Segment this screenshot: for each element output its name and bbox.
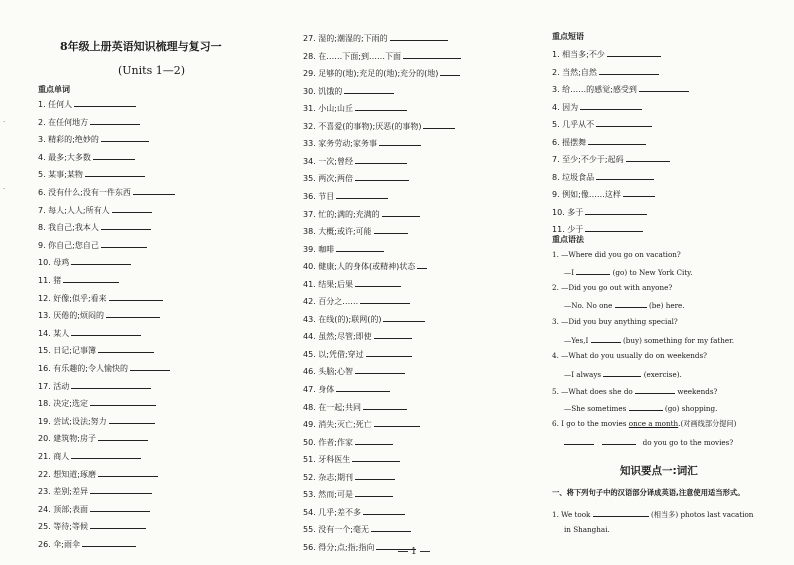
list-item (303, 66, 460, 78)
grammar-q6-line2 (564, 436, 733, 448)
list-item (303, 242, 384, 254)
list-item (38, 203, 152, 215)
answer-blank[interactable] (417, 259, 427, 269)
item-label: 22. 想知道;琢磨 (38, 469, 96, 479)
answer-blank[interactable] (82, 537, 136, 547)
answer-blank[interactable] (133, 185, 175, 195)
item-label: 25. 等待;等候 (38, 522, 88, 532)
page-subtitle: (Units 1—2) (118, 64, 186, 77)
grammar-q4: 4. —What do you usually do on weekends? (552, 351, 707, 360)
list-item (552, 170, 654, 182)
grammar-a5-prefix: —She sometimes (564, 404, 627, 413)
list-item (38, 291, 163, 303)
list-item (38, 255, 131, 267)
page-number-value: 1 (411, 547, 417, 557)
item-label: 17. 活动 (38, 381, 70, 391)
answer-blank[interactable] (423, 119, 455, 129)
grammar-a2-hint: (be) here. (648, 301, 685, 310)
answer-blank[interactable] (85, 167, 145, 177)
answer-blank[interactable] (336, 242, 384, 252)
answer-blank[interactable] (382, 207, 420, 217)
answer-blank[interactable] (360, 294, 410, 304)
item-label: 35. 两次;两倍 (303, 174, 353, 184)
page-title: 8年级上册英语知识梳理与复习一 (60, 40, 222, 53)
grammar-q2: 2. —Did you go out with anyone? (552, 283, 673, 292)
list-item (38, 326, 141, 338)
answer-blank[interactable] (355, 277, 401, 287)
item-label: 54. 几乎;差不多 (303, 507, 361, 517)
answer-blank[interactable] (603, 368, 641, 377)
answer-blank[interactable] (371, 522, 411, 532)
answer-blank[interactable] (355, 101, 407, 111)
item-label: 4. 因为 (552, 102, 579, 112)
grammar-q1: 1. —Where did you go on vacation? (552, 250, 681, 259)
item-label: 53. 然而;可是 (303, 490, 353, 500)
answer-blank[interactable] (623, 187, 655, 197)
list-item (303, 207, 420, 219)
answer-blank[interactable] (101, 238, 147, 248)
list-item (38, 537, 136, 549)
item-label: 52. 杂志;期刊 (303, 472, 353, 482)
item-label: 43. 在线(的);联网(的) (303, 314, 382, 324)
item-label: 10. 多于 (552, 207, 584, 217)
answer-blank[interactable] (355, 364, 405, 374)
list-item (303, 154, 407, 166)
exercise-1-line2: in Shanghai. (564, 525, 610, 534)
item-label: 8. 我自己;我本人 (38, 223, 99, 233)
item-label: 5. 几乎从不 (552, 120, 595, 129)
section-heading-grammar: 重点语法 (552, 235, 584, 244)
item-label: 21. 商人 (38, 452, 70, 461)
answer-blank[interactable] (355, 154, 407, 164)
list-item (303, 452, 400, 464)
grammar-a3-prefix: —Yes,I (564, 336, 589, 345)
grammar-a1-prefix: —I (564, 268, 575, 277)
answer-blank[interactable] (585, 222, 643, 232)
answer-blank[interactable] (440, 66, 460, 76)
exercise-1-prefix: 1. We took (552, 510, 591, 519)
list-item (38, 308, 160, 320)
item-label: 3. 精彩的;绝妙的 (38, 135, 99, 145)
item-label: 1. 相当多;不少 (552, 50, 605, 59)
grammar-q5-prefix: 5. —What does she do (552, 387, 633, 396)
answer-blank[interactable] (90, 502, 150, 512)
answer-blank[interactable] (379, 136, 421, 146)
list-item (552, 135, 646, 147)
answer-blank[interactable] (599, 65, 659, 75)
list-item (303, 189, 388, 201)
answer-blank[interactable] (635, 385, 675, 394)
item-label: 51. 牙科医生 (303, 455, 351, 465)
list-item (38, 379, 151, 391)
margin-mark: · (3, 118, 6, 126)
grammar-q5-suffix: weekends? (677, 387, 718, 396)
list-item (303, 329, 412, 341)
list-item (38, 238, 147, 250)
list-item (303, 400, 407, 412)
item-label: 6. 摇摆舞 (552, 137, 587, 147)
answer-blank[interactable] (90, 519, 146, 529)
list-item (552, 117, 652, 129)
answer-blank[interactable] (355, 435, 393, 445)
answer-blank[interactable] (71, 379, 151, 389)
answer-blank[interactable] (90, 484, 152, 494)
answer-blank[interactable] (130, 361, 170, 371)
list-item (38, 167, 145, 179)
answer-blank[interactable] (109, 291, 163, 301)
answer-blank[interactable] (355, 487, 393, 497)
list-item (38, 449, 141, 461)
grammar-a4-prefix: —I always (564, 370, 602, 379)
item-label: 13. 厌倦的;烦闷的 (38, 311, 104, 321)
answer-blank[interactable] (98, 467, 158, 477)
list-item (303, 382, 390, 394)
answer-blank[interactable] (629, 402, 663, 411)
answer-blank[interactable] (639, 82, 689, 92)
item-label: 48. 在一起;共同 (303, 402, 361, 412)
answer-blank[interactable] (383, 312, 425, 322)
answer-blank[interactable] (90, 115, 140, 125)
grammar-q5 (552, 385, 717, 397)
list-item (303, 487, 393, 499)
item-label: 47. 身体 (303, 385, 335, 394)
item-label: 1. 任何人 (38, 100, 73, 109)
item-label: 7. 每人;人人;所有人 (38, 205, 110, 215)
grammar-a4 (564, 368, 682, 380)
answer-blank[interactable] (363, 400, 407, 410)
item-label: 29. 足够的(地);充足的(地);充分的(地) (303, 69, 439, 79)
list-item (303, 347, 412, 359)
grammar-a3 (564, 334, 734, 346)
section-heading-phrases: 重点短语 (552, 32, 584, 41)
item-label: 10. 母鸡 (38, 258, 70, 268)
page-number (395, 547, 433, 557)
list-item (38, 414, 155, 426)
item-label: 23. 差别;差异 (38, 487, 88, 497)
section-title-vocab: 知识要点一:词汇 (620, 465, 698, 477)
item-label: 2. 在任何地方 (38, 117, 89, 127)
item-label: 37. 忙的;满的;充满的 (303, 209, 380, 219)
item-label: 11. 少于 (552, 225, 584, 234)
answer-blank[interactable] (74, 97, 136, 107)
list-item (303, 470, 395, 482)
item-label: 50. 作者;作家 (303, 437, 353, 447)
answer-blank[interactable] (98, 431, 148, 441)
grammar-a2-prefix: —No. No one (564, 301, 613, 310)
item-label: 30. 饥饿的 (303, 86, 343, 96)
list-item (38, 502, 150, 514)
item-label: 18. 决定;选定 (38, 399, 88, 409)
answer-blank[interactable] (591, 334, 621, 343)
item-label: 40. 健康;人的身体(或精神)状态 (303, 262, 416, 272)
item-label: 28. 在……下面;到……下面 (303, 51, 401, 61)
answer-blank[interactable] (352, 452, 400, 462)
grammar-q6-underlined: once a month (628, 419, 679, 428)
item-label: 56. 得分;点;指;指向 (303, 542, 375, 552)
answer-blank[interactable] (593, 508, 649, 517)
grammar-a1 (564, 266, 693, 278)
list-item (38, 132, 149, 144)
list-item (552, 65, 659, 77)
answer-blank[interactable] (585, 205, 647, 215)
answer-blank[interactable] (336, 382, 390, 392)
list-item (38, 361, 170, 373)
item-label: 44. 虽然;尽管;即使 (303, 332, 372, 342)
item-label: 49. 消失;灭亡;死亡 (303, 420, 372, 430)
list-item (303, 294, 410, 306)
answer-blank[interactable] (576, 266, 610, 275)
answer-blank[interactable] (71, 255, 131, 265)
list-item (38, 431, 148, 443)
answer-blank[interactable] (101, 220, 151, 230)
grammar-q6-line2-text: do you go to the movies? (642, 438, 734, 447)
answer-blank[interactable] (98, 343, 154, 353)
list-item (303, 84, 394, 96)
list-item (303, 259, 427, 271)
item-label: 9. 你自己;您自己 (38, 240, 99, 250)
list-item (38, 396, 156, 408)
list-item (303, 277, 401, 289)
list-item (552, 187, 655, 199)
grammar-a1-hint: (go) to New York City. (612, 268, 693, 277)
item-label: 31. 小山;山丘 (303, 104, 353, 114)
item-label: 12. 好像;似乎;看来 (38, 293, 107, 303)
item-label: 26. 伞;雨伞 (38, 540, 80, 549)
exercise-1-suffix: (相当多) photos last vacation (650, 510, 754, 519)
answer-blank[interactable] (366, 347, 412, 357)
item-label: 55. 没有一个;毫无 (303, 525, 369, 535)
margin-mark: · (3, 185, 6, 193)
item-label: 4. 最多;大多数 (38, 152, 91, 162)
item-label: 19. 尝试;设法;努力 (38, 416, 107, 426)
answer-blank[interactable] (363, 505, 405, 515)
answer-blank[interactable] (101, 132, 149, 142)
item-label: 14. 某人 (38, 328, 70, 338)
answer-blank[interactable] (90, 396, 156, 406)
list-item (38, 150, 135, 162)
list-item (552, 100, 642, 112)
answer-blank[interactable] (374, 329, 412, 339)
answer-blank[interactable] (580, 100, 642, 110)
answer-blank[interactable] (615, 299, 647, 308)
answer-blank[interactable] (602, 436, 636, 445)
list-item (38, 273, 119, 285)
item-label: 24. 顶部;表面 (38, 504, 88, 514)
item-label: 15. 日记;记事簿 (38, 346, 96, 356)
answer-blank[interactable] (596, 170, 654, 180)
section-heading-vocab: 重点单词 (38, 85, 70, 94)
item-label: 11. 猪 (38, 276, 62, 285)
grammar-a3-hint: (buy) something for my father. (622, 336, 735, 345)
answer-blank[interactable] (112, 203, 152, 213)
list-item (38, 185, 175, 197)
list-item (552, 82, 689, 94)
item-label: 45. 以;凭借;穿过 (303, 349, 364, 359)
answer-blank[interactable] (63, 273, 119, 283)
grammar-q6-suffix: .(对画线部分提问) (678, 419, 737, 428)
answer-blank[interactable] (374, 224, 408, 234)
exercise-1 (552, 508, 753, 520)
item-label: 33. 家务劳动;家务事 (303, 139, 377, 149)
answer-blank[interactable] (71, 449, 141, 459)
list-item (303, 49, 461, 61)
item-label: 36. 节目 (303, 191, 335, 201)
list-item (38, 519, 146, 531)
grammar-a5 (564, 402, 717, 414)
item-label: 41. 结果;后果 (303, 279, 353, 289)
answer-blank[interactable] (564, 436, 594, 445)
answer-blank[interactable] (71, 326, 141, 336)
item-label: 7. 至少;不少于;起码 (552, 155, 624, 164)
list-item (38, 343, 154, 355)
answer-blank[interactable] (374, 417, 420, 427)
list-item (552, 222, 643, 234)
item-label: 46. 头脑;心智 (303, 367, 353, 377)
answer-blank[interactable] (344, 84, 394, 94)
list-item (38, 467, 158, 479)
answer-blank[interactable] (390, 31, 448, 41)
grammar-a5-hint: (go) shopping. (664, 404, 718, 413)
answer-blank[interactable] (403, 49, 461, 59)
grammar-a2 (564, 299, 685, 311)
list-item (303, 136, 421, 148)
list-item (38, 220, 151, 232)
answer-blank[interactable] (596, 117, 652, 127)
item-label: 6. 没有什么;没有一件东西 (38, 188, 131, 197)
item-label: 42. 百分之…… (303, 297, 359, 307)
list-item (552, 205, 647, 217)
list-item (303, 171, 409, 183)
item-label: 20. 建筑物;房子 (38, 434, 96, 444)
answer-blank[interactable] (336, 189, 388, 199)
list-item (303, 312, 425, 324)
list-item (303, 522, 411, 534)
list-item (38, 484, 152, 496)
item-label: 39. 咖啡 (303, 244, 335, 254)
item-label: 5. 某事;某物 (38, 170, 83, 180)
item-label: 16. 有乐趣的;令人愉快的 (38, 364, 128, 373)
answer-blank[interactable] (109, 414, 155, 424)
list-item (303, 119, 455, 131)
grammar-q6 (552, 419, 736, 429)
item-label: 3. 给……的感觉;感受到 (552, 85, 637, 94)
item-label: 34. 一次;曾经 (303, 156, 353, 166)
item-label: 32. 不喜爱(的事物);厌恶(的事物) (303, 121, 422, 131)
answer-blank[interactable] (626, 152, 670, 162)
grammar-a4-hint: (exercise). (643, 370, 682, 379)
list-item (303, 505, 405, 517)
list-item (38, 97, 136, 109)
grammar-q3: 3. —Did you buy anything special? (552, 317, 678, 326)
answer-blank[interactable] (355, 470, 395, 480)
answer-blank[interactable] (93, 150, 135, 160)
exercise-instruction: 一、将下列句子中的汉语部分译成英语,注意使用适当形式。 (552, 488, 745, 497)
answer-blank[interactable] (106, 308, 160, 318)
list-item (303, 224, 408, 236)
answer-blank[interactable] (588, 135, 646, 145)
list-item (303, 417, 420, 429)
answer-blank[interactable] (607, 47, 661, 57)
item-label: 8. 垃圾食品 (552, 172, 595, 182)
item-label: 27. 湿的;潮湿的;下雨的 (303, 34, 388, 43)
list-item (38, 115, 140, 127)
list-item (303, 101, 407, 113)
grammar-q6-prefix: 6. I go to the movies (552, 419, 627, 428)
list-item (303, 364, 405, 376)
answer-blank[interactable] (355, 171, 409, 181)
list-item (552, 47, 661, 59)
list-item (303, 31, 448, 43)
item-label: 2. 当然;自然 (552, 67, 597, 77)
list-item (303, 435, 393, 447)
list-item (552, 152, 670, 164)
item-label: 38. 大概;或许;可能 (303, 227, 372, 237)
item-label: 9. 例如;像……这样 (552, 190, 621, 199)
